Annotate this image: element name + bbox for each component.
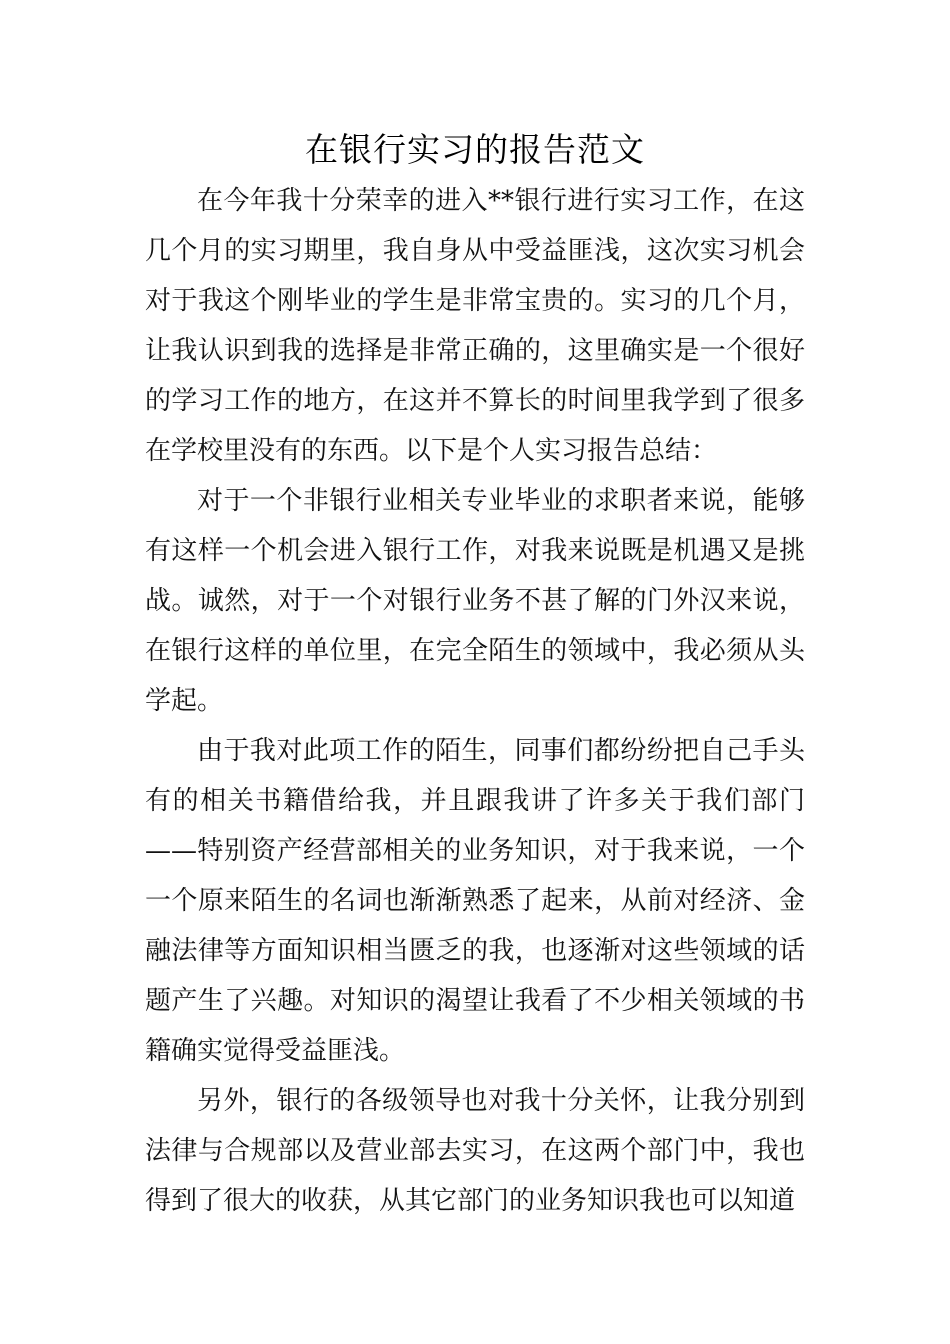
paragraph: 另外，银行的各级领导也对我十分关怀，让我分别到法律与合规部以及营业部去实习，在这两个部门中，我也得到了很大的收获，从其它部门的业务知识我也可以知道 — [145, 1086, 805, 1216]
document-body — [145, 176, 805, 1226]
paragraph: 对于一个非银行业相关专业毕业的求职者来说，能够有这样一个机会进入银行工作，对我来说既是机遇又是挑战。诚然，对于一个对银行业务不甚了解的门外汉来说，在银行这样的单位里，在完全陌生的领域中，我必须从头学起。 — [145, 486, 805, 716]
paragraph: 由于我对此项工作的陌生，同事们都纷纷把自己手头有的相关书籍借给我，并且跟我讲了许多关于我们部门——特别资产经营部相关的业务知识，对于我来说，一个一个原来陌生的名词也渐渐熟悉了起来，从前对经济、金融法律等方面知识相当匮乏的我，也逐渐对这些领域的话题产生了兴趣。对知识的渴望让我看了不少相关领域的书籍确实觉得受益匪浅。 — [145, 736, 805, 1066]
document-title: 在银行实习的报告范文 — [305, 130, 645, 169]
paragraph: 在今年我十分荣幸的进入**银行进行实习工作，在这几个月的实习期里，我自身从中受益匪浅，这次实习机会对于我这个刚毕业的学生是非常宝贵的。实习的几个月，让我认识到我的选择是非常正确的，这里确实是一个很好的学习工作的地方，在这并不算长的时间里我学到了很多在学校里没有的东西。以下是个人实习报告总结： — [145, 186, 805, 466]
